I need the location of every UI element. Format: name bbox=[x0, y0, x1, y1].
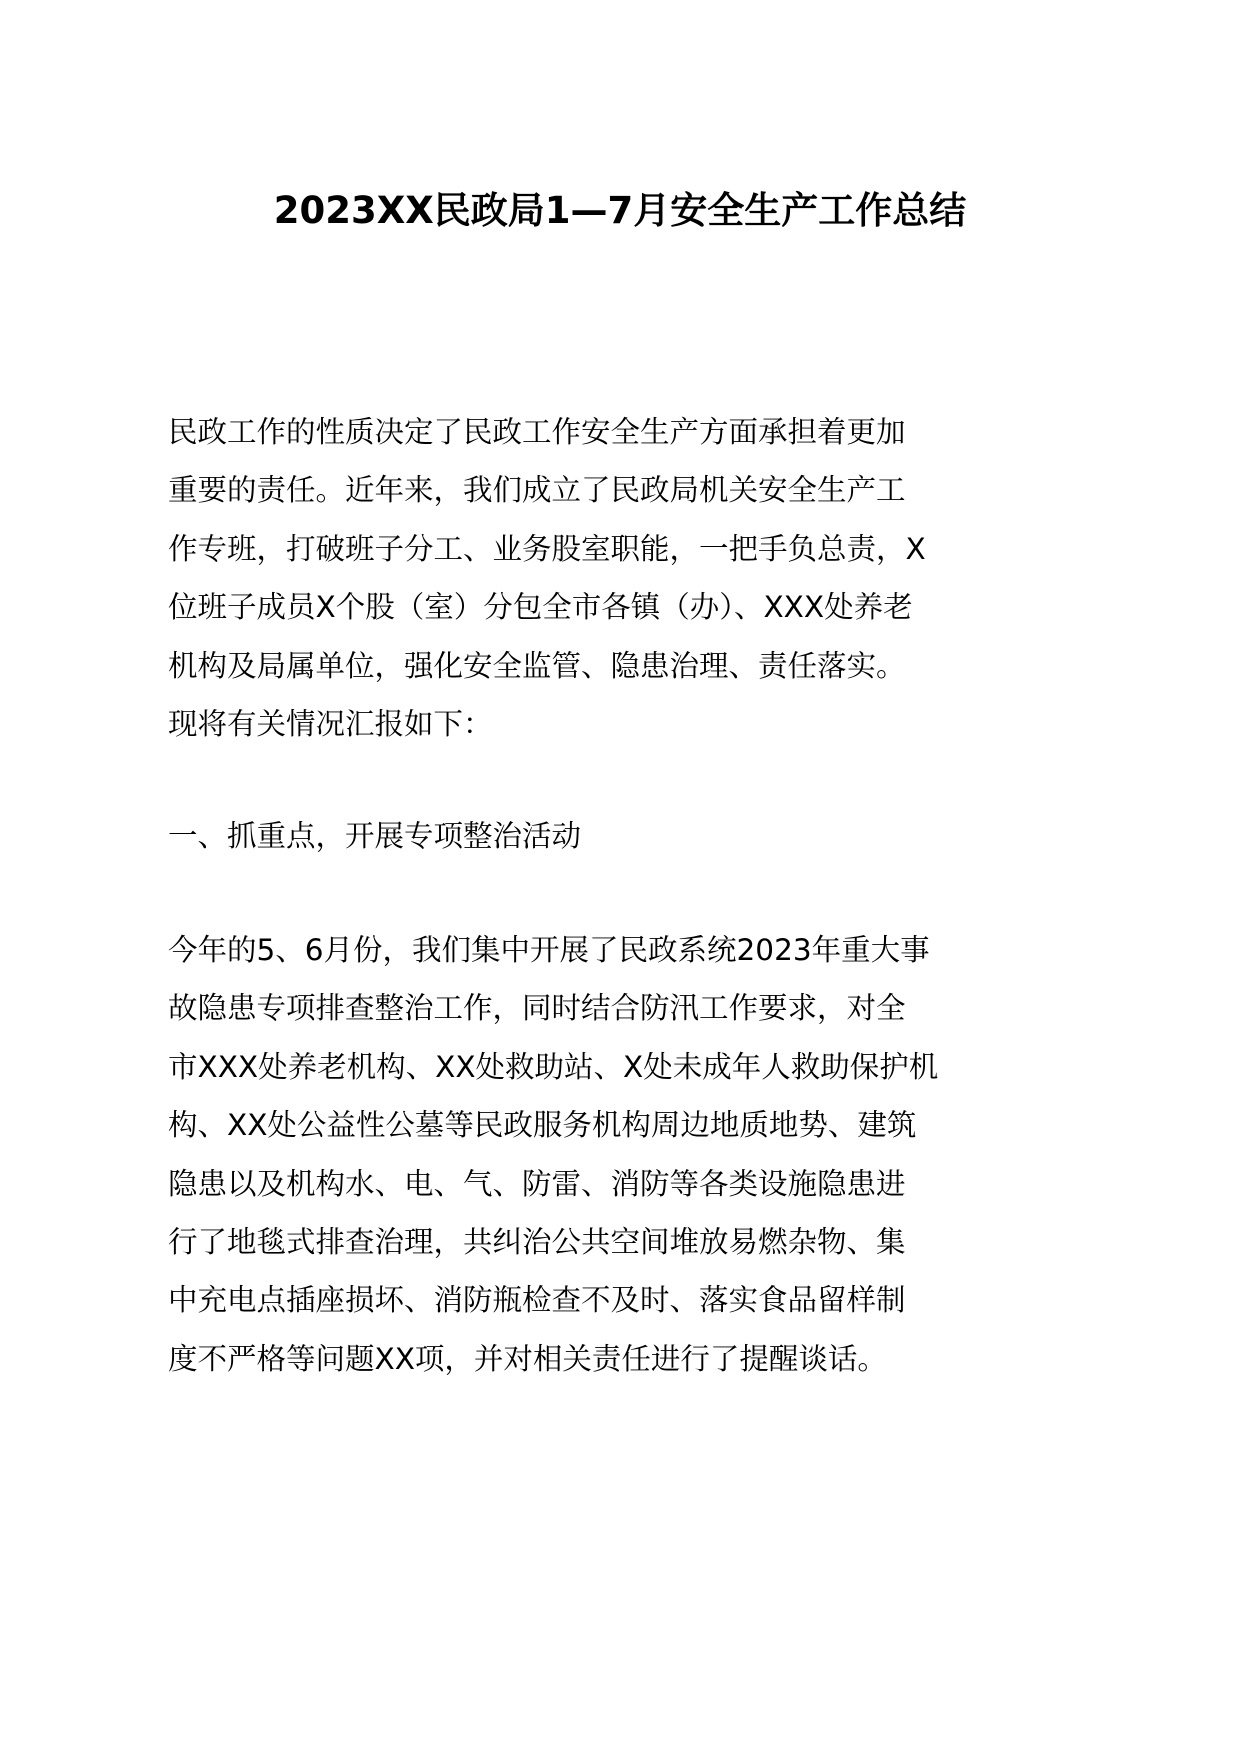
intro-paragraph bbox=[168, 403, 948, 753]
paragraph-line: 作专班，打破班子分工、业务股室职能，一把手负总责，X bbox=[168, 531, 926, 566]
paragraph-line: 度不严格等问题XX项，并对相关责任进行了提醒谈话。 bbox=[168, 1341, 887, 1376]
paragraph-line: 故隐患专项排查整治工作，同时结合防汛工作要求，对全 bbox=[168, 991, 906, 1026]
paragraph-line: 中充电点插座损坏、消防瓶检查不及时、落实食品留样制 bbox=[168, 1283, 906, 1318]
paragraph-line: 构、XX处公益性公墓等民政服务机构周边地质地势、建筑 bbox=[168, 1108, 917, 1143]
paragraph-line: 行了地毯式排查治理，共纠治公共空间堆放易燃杂物、集 bbox=[168, 1224, 906, 1259]
paragraph-line: 市XXX处养老机构、XX处救助站、X处未成年人救助保护机 bbox=[168, 1049, 939, 1084]
paragraph-line: 位班子成员X个股（室）分包全市各镇（办）、XXX处养老 bbox=[168, 590, 913, 625]
section-heading-text: 一、抓重点，开展专项整治活动 bbox=[168, 819, 582, 853]
paragraph-line: 今年的5、6月份，我们集中开展了民政系统2023年重大事 bbox=[168, 933, 930, 967]
paragraph-line: 隐患以及机构水、电、气、防雷、消防等各类设施隐患进 bbox=[168, 1166, 906, 1201]
paragraph-line: 机构及局属单位，强化安全监管、隐患治理、责任落实。 bbox=[168, 648, 906, 683]
paragraph-line: 现将有关情况汇报如下： bbox=[168, 706, 493, 741]
paragraph-line: 民政工作的性质决定了民政工作安全生产方面承担着更加 bbox=[168, 415, 906, 449]
section-heading bbox=[168, 807, 948, 865]
paragraph-line: 重要的责任。近年来，我们成立了民政局机关安全生产工 bbox=[168, 473, 906, 508]
section-paragraph bbox=[168, 921, 948, 1388]
document-title: 2023XX民政局1—7月安全生产工作总结 bbox=[273, 189, 967, 232]
